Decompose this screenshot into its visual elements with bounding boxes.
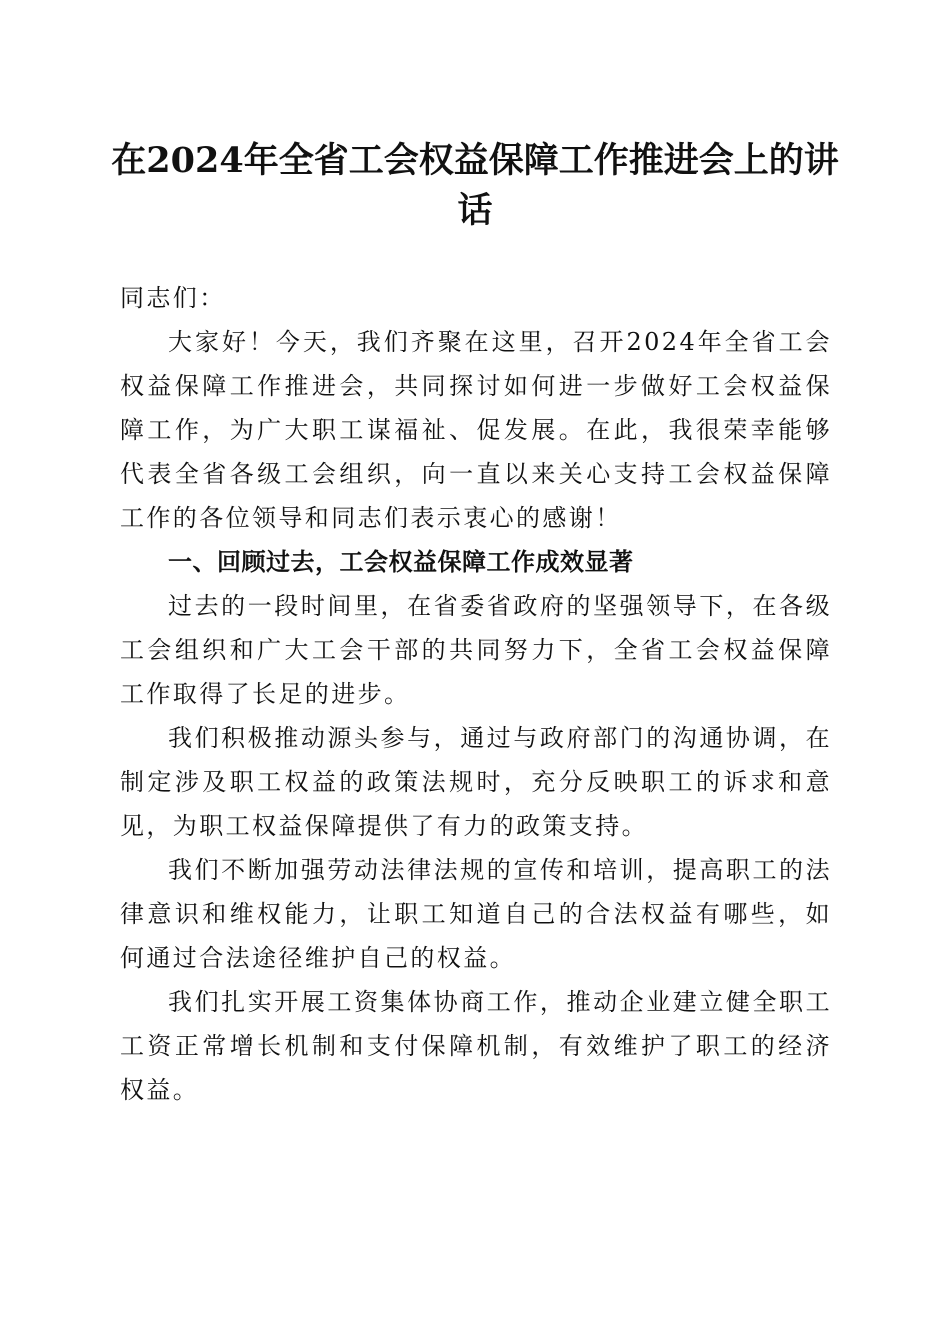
paragraph-greeting: 大家好！今天，我们齐聚在这里，召开2024年全省工会权益保障工作推进会，共同探讨如何进一步做好工会权益保障工作，为广大职工谋福祉、促发展。在此，我很荣幸能够代表全省各级工会组织，向一直以来关心支持工会权益保障工作的各位领导和同志们表示衷心的感谢！ [120,328,832,532]
paragraph-legal-training: 我们不断加强劳动法律法规的宣传和培训，提高职工的法律意识和维权能力，让职工知道自己的合法权益有哪些，如何通过合法途径维护自己的权益。 [120,856,832,972]
paragraph-wage-negotiation: 我们扎实开展工资集体协商工作，推动企业建立健全职工工资正常增长机制和支付保障机制，有效维护了职工的经济权益。 [120,988,832,1104]
salutation: 同志们： [120,284,226,312]
paragraph-review-intro: 过去的一段时间里，在省委省政府的坚强领导下，在各级工会组织和广大工会干部的共同努力下，全省工会权益保障工作取得了长足的进步。 [120,592,832,708]
document-body [120,276,832,1112]
document-title: 在2024年全省工会权益保障工作推进会上的讲话 [111,140,839,231]
paragraph-source-participation: 我们积极推动源头参与，通过与政府部门的沟通协调，在制定涉及职工权益的政策法规时，充分反映职工的诉求和意见，为职工权益保障提供了有力的政策支持。 [120,724,832,840]
section-heading-1: 一、回顾过去，工会权益保障工作成效显著 [168,548,634,576]
